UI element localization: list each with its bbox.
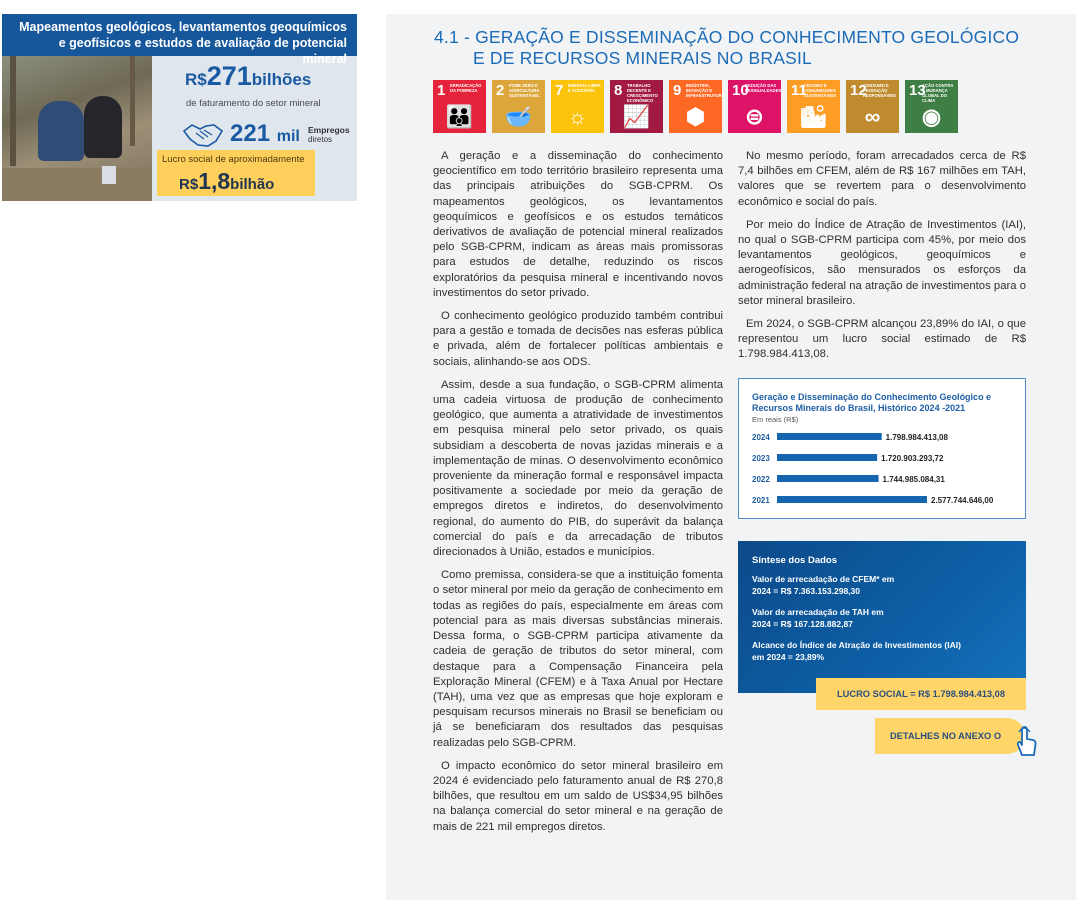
ods-glyph: ◉ (921, 104, 942, 129)
details-annex-button[interactable]: DETALHES NO ANEXO O (875, 718, 1025, 754)
ods-glyph: ⊜ (745, 104, 764, 129)
title-line-1: 4.1 - GERAÇÃO E DISSEMINAÇÃO DO CONHECIMENTO GEOLÓGICO (434, 27, 1020, 47)
summary-item-iai (752, 639, 961, 663)
revenue-value: 271 (206, 61, 252, 91)
ods-label: FOME ZERO E AGRICULTURA SUSTENTÁVEL (509, 83, 540, 98)
chart-category-label: 2023 (752, 454, 770, 463)
chart-plot (739, 427, 1027, 515)
profit-unit: bilhão (230, 176, 275, 193)
chart-bar (777, 433, 882, 440)
chart-bar (777, 496, 927, 503)
ods-label: CIDADES E COMUNIDADES SUSTENTÁVEIS (804, 83, 837, 98)
handshake-icon (182, 121, 224, 149)
ods-label: ENERGIA LIMPA E ACESSÍVEL (568, 83, 601, 93)
ods-number: 13 (909, 82, 926, 99)
jobs-unit: mil (276, 128, 300, 145)
chart-bar (777, 475, 879, 482)
field-photo (2, 56, 152, 201)
ods-glyph: 🥣 (504, 104, 533, 129)
revenue-stat (185, 61, 311, 92)
summary-cfem-line2: 2024 = R$ 7.363.153.298,30 (752, 586, 860, 596)
ods-number: 9 (673, 82, 682, 99)
paragraph-col1: O conhecimento geológico produzido também contribui para a gestão e tomada de decisões nas esferas pública e privada, além de fortalecer políticas ambientais e sociais, alinhando-se aos ODS. (433, 310, 723, 368)
ods-9-icon (669, 80, 725, 133)
jobs-label (308, 126, 350, 144)
ods-icons-row (433, 80, 958, 133)
jobs-label-sub: diretos (308, 135, 333, 144)
ods-number: 1 (437, 82, 446, 99)
jobs-stat (230, 120, 300, 148)
ods-number: 2 (496, 82, 505, 99)
jobs-value: 221 (230, 120, 271, 147)
revenue-currency: R$ (185, 70, 207, 89)
summary-card (2, 14, 357, 201)
ods-number: 7 (555, 82, 564, 99)
ods-number: 12 (850, 82, 867, 99)
summary-tah-line2: 2024 = R$ 167.128.882,87 (752, 619, 853, 629)
data-summary-box (738, 541, 1026, 693)
revenue-label: de faturamento do setor mineral (186, 98, 321, 109)
ods-number: 11 (791, 82, 807, 99)
paragraph-col1: Assim, desde a sua fundação, o SGB-CPRM alimenta uma cadeia virtuosa de produção de conhecimento geológico, que aumenta a atratividade de investimentos em pesquisa mineral pelo setor privado, os quais subsidiam a descoberta de novas jazidas minerais e a implementação de minas. O desenvolvimento econômico proveniente da mineração formal e responsável impacta positivamente a sociedade por meio da geração de empregos diretos e indiretos, do desenvolvimento regional, do aumento do PIB, do superávit da balança comercial do país e da arrecadação de tributos direcionados à União, estados e municípios. (433, 378, 723, 559)
ods-glyph: 👪 (445, 104, 474, 129)
ods-12-icon (846, 80, 899, 133)
ods-number: 8 (614, 82, 623, 99)
ods-label: REDUÇÃO DAS DESIGUALDADES (745, 83, 782, 93)
chart-category-label: 2022 (752, 475, 770, 484)
chart-value-label: 1.798.984.413,08 (885, 433, 948, 442)
title-line-2: E DE RECURSOS MINERAIS NO BRASIL (473, 48, 812, 68)
paragraph-col2: Em 2024, o SGB-CPRM alcançou 23,89% do IAI, o que representou um lucro social estimado de R$ 1.798.984.413,08. (738, 318, 1026, 361)
chart-bar (777, 454, 877, 461)
summary-item-tah (752, 606, 884, 630)
ods-2-icon (492, 80, 545, 133)
chart-title: Geração e Disseminação do Conhecimento Geológico e Recursos Minerais do Brasil, Histórico 2024 -2021 (752, 392, 992, 413)
paragraph-col1: Como premissa, considera-se que a instituição fomenta o setor mineral por meio da geração de conhecimento em todas as regiões do país, especialmente em áreas com potencial para as mais diversas substâncias minerais. Dessa forma, o SGB-CPRM participa ativamente da cadeia de geração de tributos do setor mineral, com destaque para a Compensação Financeira pela Exploração Mineral (CFEM) e à Taxa Anual por Hectare (TAH), uma vez que as empresas que hoje exploram e pesquisam recursos minerais no Brasil se beneficiam ou já se beneficiaram dos resultados das pesquisas realizadas pelo SGB-CPRM. (433, 569, 723, 749)
ods-label: INDÚSTRIA, INOVAÇÃO E INFRAESTRUTURA (686, 83, 725, 98)
profit-currency: R$ (179, 176, 199, 193)
jobs-label-bold: Empregos (308, 125, 350, 135)
ods-1-icon (433, 80, 486, 133)
pointer-hand-icon[interactable] (1013, 725, 1039, 759)
ods-glyph: ∞ (864, 104, 881, 129)
social-profit-banner: LUCRO SOCIAL = R$ 1.798.984.413,08 (816, 678, 1026, 710)
ods-glyph: ☼ (567, 104, 588, 129)
chart-category-label: 2024 (752, 433, 770, 442)
chart-value-label: 1.744.985.084,31 (882, 475, 945, 484)
paragraph-col1: O impacto econômico do setor mineral brasileiro em 2024 é evidenciado pelo faturamento anual de R$ 270,8 bilhões, que resultou em um saldo de US$34,95 bilhões na balança comercial do setor mineral e na geração de mais de 221 mil empregos diretos. (433, 759, 723, 833)
ods-11-icon (787, 80, 840, 133)
paragraph-col2: Por meio do Índice de Atração de Investimentos (IAI), no qual o SGB-CPRM participa com 45%, por meio dos levantamentos geológicos, geoquímicos e aerogeofísicos, são mensurados os esforços da administração federal na atração de investimentos para o setor mineral brasileiro. (738, 218, 1026, 307)
summary-iai-line1: Alcance do Índice de Atração de Investimentos (IAI) (752, 640, 961, 650)
ods-8-icon (610, 80, 663, 133)
card-header: Mapeamentos geológicos, levantamentos geoquímicos e geofísicos e estudos de avaliação de potencial mineral (2, 14, 357, 56)
paragraph-col2: No mesmo período, foram arrecadados cerca de R$ 7,4 bilhões em CFEM, além de R$ 167 milhões em TAH, valores que se revertem para o desenvolvimento econômico e social do país. (738, 150, 1026, 208)
summary-cfem-line1: Valor de arrecadação de CFEM* em (752, 574, 895, 584)
ods-label: CONSUMO E PRODUÇÃO RESPONSÁVEIS (863, 83, 897, 98)
summary-iai-line2: em 2024 = 23,89% (752, 652, 825, 662)
profit-box (157, 150, 315, 196)
paragraph-col1: A geração e a disseminação do conhecimento geocientífico em todo território brasileiro representa uma das principais atribuições do SGB-CPRM. Os mapeamentos geológicos, os levantamentos geoquímicos e geofísicos e os estudos temáticos derivativos de avaliação de potencial mineral realizados pelo SGB-CPRM, indicam as áreas mais promissoras para estudos de detalhe, reduzindo os riscos exploratórios da pesquisa mineral e incentivando novos investimentos do setor privado. (433, 150, 723, 299)
profit-value (179, 168, 274, 195)
section-title (434, 27, 1019, 69)
text-column-1 (433, 149, 723, 843)
ods-13-icon (905, 80, 958, 133)
ods-label: AÇÃO CONTRA A MUDANÇA GLOBAL DO CLIMA (922, 83, 954, 103)
summary-tah-line1: Valor de arrecadação de TAH em (752, 607, 884, 617)
ods-glyph: 📈 (622, 104, 651, 129)
ods-10-icon (728, 80, 781, 133)
ods-label: TRABALHO DECENTE E CRESCIMENTO ECONÔMICO (627, 83, 658, 103)
summary-heading: Síntese dos Dados (752, 555, 837, 566)
profit-number: 1,8 (198, 168, 231, 194)
ods-7-icon (551, 80, 604, 133)
history-chart (738, 378, 1026, 519)
ods-number: 10 (732, 82, 749, 99)
chart-category-label: 2021 (752, 496, 770, 505)
summary-item-cfem (752, 573, 894, 597)
chart-unit-label: Em reais (R$) (752, 415, 799, 424)
chart-value-label: 2.577.744.646,00 (931, 496, 994, 505)
ods-glyph: ⬢ (685, 104, 706, 129)
ods-label: ERRADICAÇÃO DA POBREZA (450, 83, 482, 93)
profit-label: Lucro social de aproximadamente (162, 154, 305, 165)
chart-value-label: 1.720.903.293,72 (881, 454, 944, 463)
text-column-2 (738, 149, 1026, 371)
revenue-unit: bilhões (251, 70, 312, 89)
ods-glyph: 🏙 (799, 104, 828, 129)
